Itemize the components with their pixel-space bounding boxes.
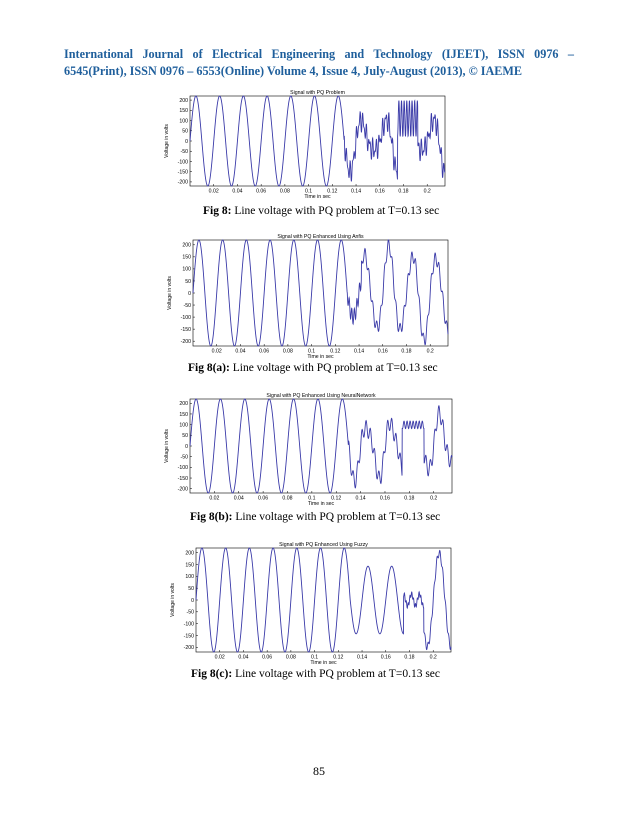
x-tick-label: 0.2 — [430, 495, 438, 502]
x-tick-label: 0.04 — [232, 188, 243, 195]
x-tick-label: 0.16 — [374, 188, 385, 195]
x-tick-label: 0.2 — [423, 188, 431, 195]
y-tick-label: -200 — [177, 486, 188, 493]
y-tick-label: 0 — [188, 290, 191, 297]
x-tick-label: 0.08 — [282, 348, 293, 355]
y-axis-label: Voltage in volts — [164, 124, 170, 158]
y-tick-label: 100 — [179, 422, 188, 429]
y-tick-label: 50 — [188, 585, 194, 592]
y-tick-label: -150 — [177, 169, 188, 176]
x-tick-label: 0.16 — [380, 654, 391, 661]
x-tick-label: 0.16 — [379, 495, 391, 502]
figure-8c-chart — [166, 536, 466, 666]
figure-8b-chart — [160, 389, 460, 507]
figure-8a-chart — [163, 228, 463, 360]
figure-8b-caption — [190, 511, 440, 523]
x-tick-label: 0.02 — [209, 495, 220, 502]
y-tick-label: -200 — [177, 179, 188, 186]
y-tick-label: -100 — [183, 621, 194, 628]
chart-title: Signal with PQ Problem — [290, 90, 345, 96]
x-tick-label: 0.12 — [331, 495, 342, 502]
x-tick-label: 0.18 — [398, 188, 409, 195]
x-axis-label: Time in sec — [307, 354, 334, 360]
x-tick-label: 0.1 — [310, 654, 319, 661]
x-tick-label: 0.14 — [350, 188, 362, 195]
x-tick-label: 0.06 — [259, 348, 270, 355]
y-tick-label: -50 — [180, 454, 188, 461]
x-tick-label: 0.1 — [308, 495, 316, 502]
y-tick-label: -200 — [180, 338, 191, 345]
y-tick-label: 150 — [179, 411, 188, 418]
y-tick-label: -100 — [177, 159, 188, 166]
x-tick-label: 0.06 — [258, 495, 269, 502]
figure-8b-caption-text: Line voltage with PQ problem at T=0.13 sec — [232, 511, 441, 523]
x-axis-label: Time in sec — [304, 194, 331, 200]
y-tick-label: -100 — [177, 465, 188, 472]
y-tick-label: 200 — [179, 401, 188, 408]
y-tick-label: 0 — [185, 138, 188, 145]
x-tick-label: 0.1 — [307, 348, 316, 355]
y-axis-label: Voltage in volts — [164, 429, 170, 463]
y-tick-label: -50 — [186, 609, 194, 616]
x-tick-label: 0.04 — [233, 495, 244, 502]
y-tick-label: 100 — [185, 574, 194, 581]
y-tick-label: 200 — [185, 550, 194, 557]
figure-8c-caption-label: Fig 8(c): — [191, 668, 233, 680]
y-tick-label: 100 — [179, 118, 188, 125]
x-tick-label: 0.08 — [282, 495, 293, 502]
x-tick-label: 0.12 — [330, 348, 341, 355]
x-tick-label: 0.02 — [211, 348, 222, 355]
x-axis-label: Time in sec — [307, 501, 335, 507]
journal-header — [64, 46, 574, 80]
x-tick-label: 0.16 — [377, 348, 388, 355]
figure-8c-caption — [191, 668, 440, 680]
figure-8a-plot — [163, 228, 463, 360]
page-number: 85 — [313, 764, 325, 778]
figure-8b-caption-label: Fig 8(b): — [190, 511, 233, 523]
y-tick-label: 50 — [182, 128, 188, 135]
x-tick-label: 0.14 — [356, 654, 368, 661]
chart-title: Signal with PQ Enhanced Using NeuralNetwork — [266, 393, 376, 399]
y-tick-label: 200 — [182, 242, 191, 249]
x-tick-label: 0.14 — [353, 348, 365, 355]
x-tick-label: 0.08 — [279, 188, 290, 195]
y-tick-label: 100 — [182, 266, 191, 273]
chart-title: Signal with PQ Enhanced Using Anfis — [277, 234, 364, 240]
figure-8a-caption-label: Fig 8(a): — [188, 362, 230, 374]
figure-8-caption-label: Fig 8: — [203, 205, 232, 217]
figure-8-caption — [203, 205, 439, 217]
x-tick-label: 0.06 — [256, 188, 267, 195]
y-tick-label: -150 — [177, 475, 188, 482]
x-tick-label: 0.02 — [208, 188, 219, 195]
figure-8a-caption-text: Line voltage with PQ problem at T=0.13 sec — [229, 362, 438, 374]
x-tick-label: 0.04 — [235, 348, 246, 355]
x-tick-label: 0.02 — [214, 654, 225, 661]
y-tick-label: -200 — [183, 645, 194, 652]
figure-8b-plot — [160, 389, 460, 507]
x-tick-label: 0.2 — [426, 348, 434, 355]
figure-8c-caption-text: Line voltage with PQ problem at T=0.13 sec — [232, 668, 441, 680]
y-tick-label: -150 — [180, 326, 191, 333]
y-tick-label: 150 — [179, 108, 188, 115]
y-tick-label: 0 — [191, 597, 194, 604]
figure-8-plot — [160, 86, 460, 204]
figure-8-chart — [160, 86, 460, 204]
x-axis-label: Time in sec — [310, 660, 337, 666]
x-tick-label: 0.04 — [238, 654, 249, 661]
x-tick-label: 0.18 — [401, 348, 412, 355]
x-tick-label: 0.18 — [404, 654, 415, 661]
x-tick-label: 0.08 — [285, 654, 296, 661]
y-tick-label: -50 — [183, 302, 191, 309]
y-tick-label: -100 — [180, 314, 191, 321]
x-tick-label: 0.18 — [404, 495, 415, 502]
header-line-2: 6545(Print), ISSN 0976 – 6553(Online) Volume 4, Issue 4, July-August (2013), © IAEME — [64, 64, 523, 78]
x-tick-label: 0.2 — [429, 654, 437, 661]
chart-title: Signal with PQ Enhanced Using Fuzzy — [279, 542, 368, 548]
y-tick-label: -150 — [183, 633, 194, 640]
y-tick-label: 50 — [185, 278, 191, 285]
x-tick-label: 0.1 — [304, 188, 313, 195]
y-tick-label: 150 — [185, 562, 194, 569]
figure-8a-caption — [188, 362, 438, 374]
y-axis-label: Voltage in volts — [167, 276, 173, 310]
x-tick-label: 0.12 — [333, 654, 344, 661]
y-tick-label: 0 — [185, 443, 188, 450]
y-tick-label: 150 — [182, 254, 191, 261]
y-tick-label: -50 — [180, 149, 188, 156]
x-tick-label: 0.06 — [262, 654, 273, 661]
figure-8-caption-text: Line voltage with PQ problem at T=0.13 sec — [231, 205, 440, 217]
y-tick-label: 200 — [179, 97, 188, 104]
x-tick-label: 0.12 — [327, 188, 338, 195]
header-line-1: International Journal of Electrical Engineering and Technology (IJEET), ISSN 0976 – — [64, 47, 574, 61]
y-tick-label: 50 — [182, 433, 188, 440]
x-tick-label: 0.14 — [355, 495, 366, 502]
y-axis-label: Voltage in volts — [170, 583, 176, 617]
figure-8c-plot — [166, 536, 466, 666]
